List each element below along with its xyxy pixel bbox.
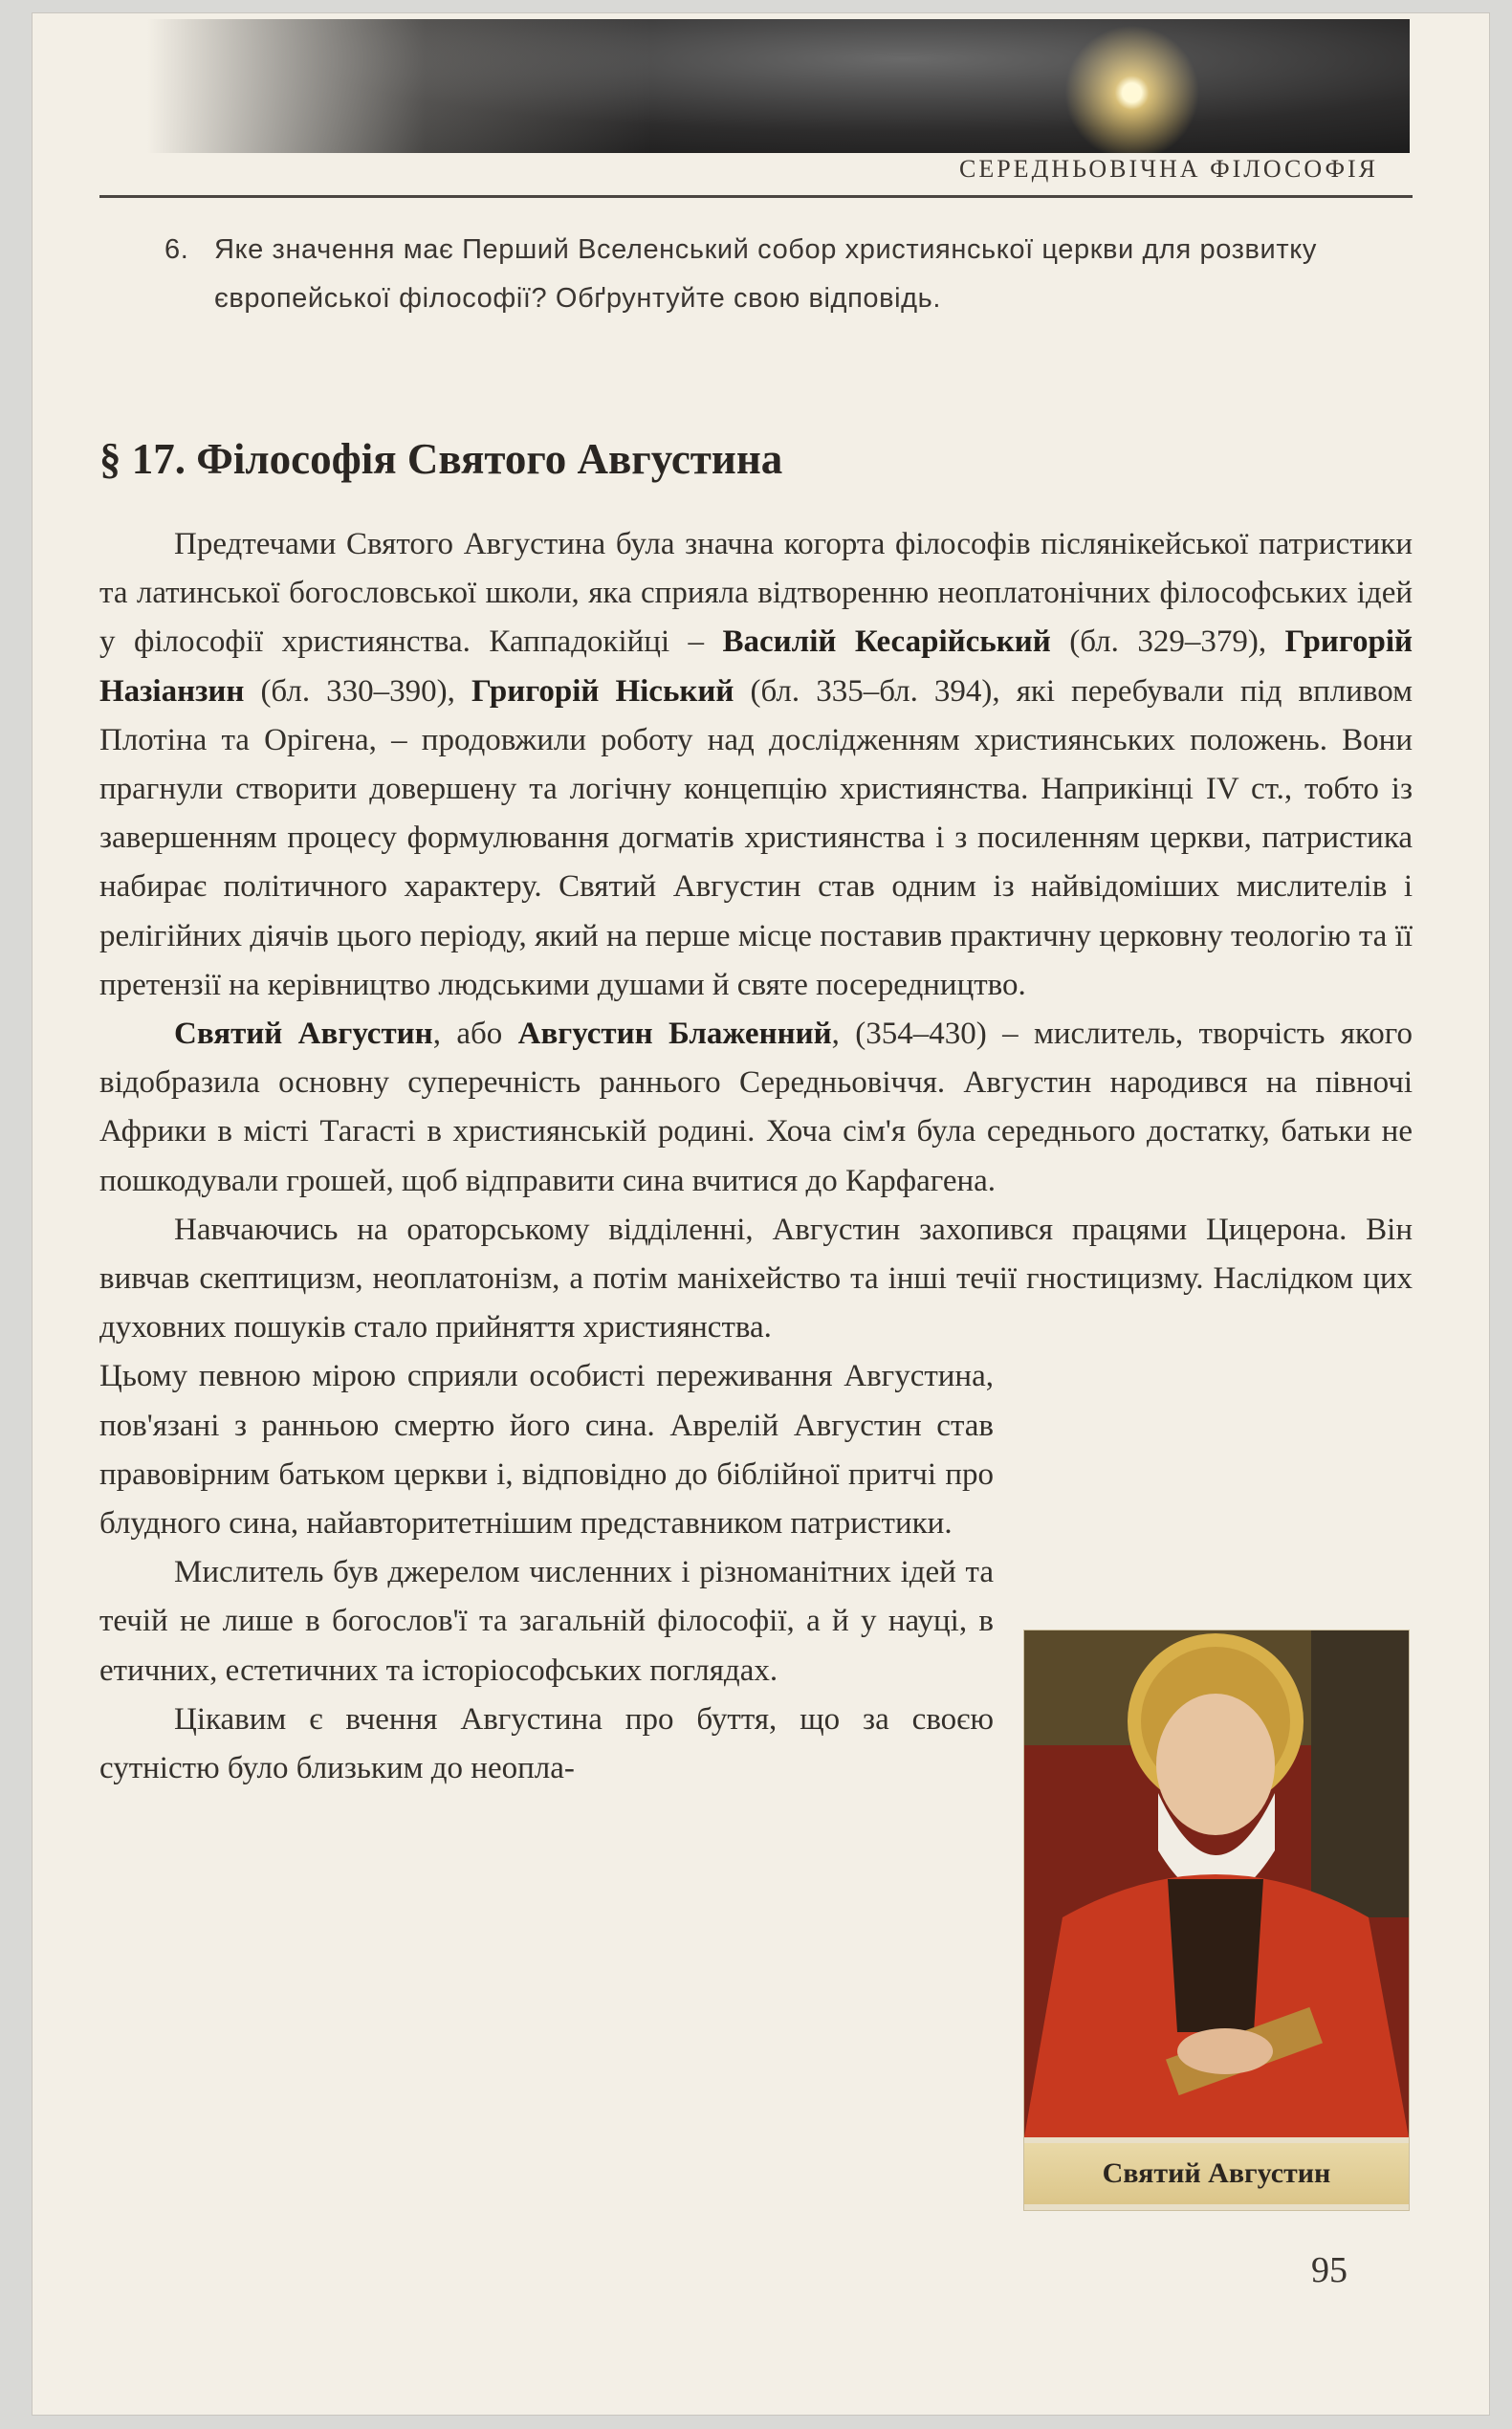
bold-name: Григорій Ніський — [471, 673, 734, 709]
text-run: , (354–430) – мислитель, творчість якого відобразила основну суперечність раннього Середньовіччя. Августин народився на півночі Африки в місті Тагасті в християнській родині. Хоча сім'я була середнього достатку, батьки не пошкодували грошей, щоб відправити сина вчитися до Карфагена. — [99, 1017, 1413, 1198]
question-number: 6. — [164, 234, 189, 265]
paragraph-1 — [99, 520, 1413, 1010]
paragraph-2 — [99, 1010, 1413, 1206]
figure-caption: Святий Августин — [1024, 2143, 1409, 2204]
text-run: (бл. 329–379), — [1050, 624, 1285, 660]
saint-augustine-portrait-image — [1024, 1630, 1409, 2137]
bold-name: Святий Августин — [174, 1017, 433, 1052]
galaxy-banner-image — [147, 19, 1410, 153]
body-text — [99, 520, 1413, 1793]
paragraph-3-continued: Цьому певною мірою сприяли особисті переживання Августина, пов'язані з ранньою смертю його сина. Аврелій Августин став правовірним батьком церкви і, відповідно до біблійної притчі про блудного сина, найавторитетнішим представником патристики. — [99, 1359, 994, 1542]
page-number: 95 — [1311, 2250, 1348, 2290]
text-run: (бл. 330–390), — [244, 673, 471, 709]
portrait-figure — [1023, 1630, 1410, 2211]
question-text: Яке значення має Перший Вселенський собор християнської церкви для розвитку європейської філософії? Обґрунтуйте свою відповідь. — [214, 234, 1317, 314]
running-head: СЕРЕДНЬОВІЧНА ФІЛОСОФІЯ — [959, 155, 1378, 183]
bold-name: Григорій Назіанзин — [99, 624, 1413, 709]
bold-name: Василій Кесарійський — [722, 624, 1051, 660]
book-page — [33, 13, 1489, 2415]
paragraph-3: Навчаючись на ораторському відділенні, Августин захопився працями Цицерона. Він вивчав скептицизм, неоплатонізм, а потім маніхейство та інші течії гностицизму. Наслідком цих духовних пошуків стало прийняття християнства. — [99, 1212, 1413, 1346]
paragraph-5: Цікавим є вчення Августина про буття, що за своєю сутністю було близьким до неопла- — [99, 1701, 994, 1786]
paragraph-4: Мислитель був джерелом численних і різноманітних ідей та течій не лише в богослов'ї та загальній філософії, а й у науці, в етичних, естетичних та історіософських поглядах. — [99, 1555, 994, 1688]
text-run: Предтечами Святого Августина була значна когорта філософів післянікейської патристики та латинської богословської школи, яка сприяла відтворенню неоплатонічних філософських ідей у філософії християнства. Каппадокійці – — [99, 527, 1413, 660]
text-run: , або — [432, 1017, 518, 1052]
section-heading: § 17. Філософія Святого Августина — [99, 435, 783, 483]
text-run: (бл. 335–бл. 394), які перебували під впливом Плотіна та Орігена, – продовжили роботу над дослідженням християнських положень. Вони прагнули створити довершену та логічну концепцію християнства. Наприкінці IV ст., тобто із завершенням процесу формулювання догматів християнства і з посиленням церкви, патристика набирає політичного характеру. Святий Августин став одним із найвідоміших мислителів і релігійних діячів цього періоду, який на перше місце поставив практичну церковну теологію та її претензії на керівництво людськими душами й святе посередництво. — [99, 673, 1413, 1002]
header-rule — [99, 195, 1413, 198]
bold-name: Августин Блаженний — [517, 1017, 832, 1052]
review-question — [164, 226, 1410, 323]
